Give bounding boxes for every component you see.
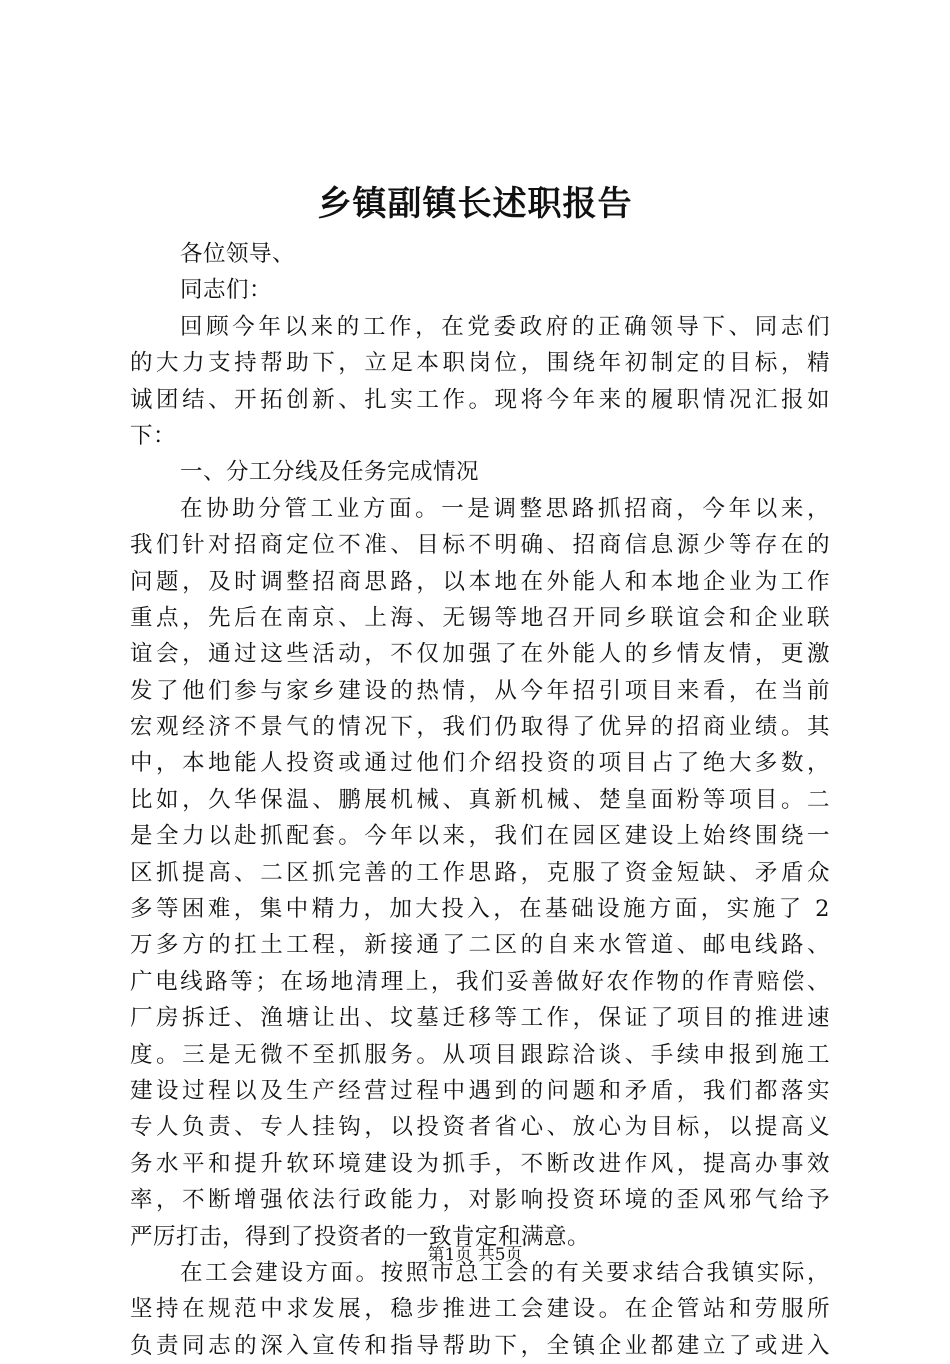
text-line: 务水平和提升软环境建设为抓手，不断改进作风，提高办事效 — [130, 1150, 830, 1177]
text-line: 的大力支持帮助下，立足本职岗位，围绕年初制定的目标，精 — [130, 350, 830, 377]
text-line: 多等困难，集中精力，加大投入，在基础设施方面，实施了 2 — [130, 896, 830, 923]
text-line: 诚团结、开拓创新、扎实工作。现将今年来的履职情况汇报如 — [130, 386, 830, 413]
text-line: 一、分工分线及任务完成情况 — [180, 459, 480, 486]
text-line: 率，不断增强依法行政能力，对影响投资环境的歪风邪气给予 — [130, 1187, 830, 1214]
text-line: 厂房拆迁、渔塘让出、坟墓迁移等工作，保证了项目的推进速 — [130, 1005, 830, 1032]
text-line: 负责同志的深入宣传和指导帮助下，全镇企业都建立了或进入 — [130, 1332, 830, 1359]
text-line: 问题，及时调整招商思路，以本地在外能人和本地企业为工作 — [130, 568, 830, 595]
text-line: 我们针对招商定位不准、目标不明确、招商信息源少等存在的 — [130, 532, 830, 559]
text-line: 发了他们参与家乡建设的热情，从今年招引项目来看，在当前 — [130, 677, 830, 704]
document-title: 乡镇副镇长述职报告 — [317, 184, 633, 224]
text-line: 各位领导、 — [180, 241, 296, 267]
text-line: 严厉打击，得到了投资者的一致肯定和满意。 — [130, 1223, 591, 1250]
text-line: 在协助分管工业方面。一是调整思路抓招商，今年以来， — [180, 495, 830, 522]
text-line: 是全力以赴抓配套。今年以来，我们在园区建设上始终围绕一 — [130, 823, 830, 850]
text-line: 建设过程以及生产经营过程中遇到的问题和矛盾，我们都落实 — [130, 1077, 830, 1104]
page-footer: 第1页 共5页 — [427, 1245, 523, 1265]
text-line: 万多方的扛土工程，新接通了二区的自来水管道、邮电线路、 — [130, 932, 830, 959]
text-line: 在工会建设方面。按照市总工会的有关要求结合我镇实际， — [180, 1259, 830, 1286]
text-line: 宏观经济不景气的情况下，我们仍取得了优异的招商业绩。其 — [130, 714, 830, 741]
text-line: 同志们： — [180, 277, 273, 304]
text-line: 下： — [130, 422, 177, 449]
text-line: 坚持在规范中求发展，稳步推进工会建设。在企管站和劳服所 — [130, 1296, 830, 1323]
text-line: 重点，先后在南京、上海、无锡等地召开同乡联谊会和企业联 — [130, 604, 830, 631]
text-line: 区抓提高、二区抓完善的工作思路，克服了资金短缺、矛盾众 — [130, 859, 830, 886]
text-line: 回顾今年以来的工作，在党委政府的正确领导下、同志们 — [180, 313, 830, 340]
text-line: 度。三是无微不至抓服务。从项目跟踪洽谈、手续申报到施工 — [130, 1041, 830, 1068]
text-line: 广电线路等；在场地清理上，我们妥善做好农作物的作青赔偿、 — [130, 968, 830, 995]
text-line: 比如，久华保温、鹏展机械、真新机械、楚皇面粉等项目。二 — [130, 786, 830, 813]
text-line: 中，本地能人投资或通过他们介绍投资的项目占了绝大多数， — [130, 750, 830, 777]
text-line: 专人负责、专人挂钩，以投资者省心、放心为目标，以提高义 — [130, 1114, 830, 1141]
document-body — [130, 236, 830, 1364]
text-line: 谊会，通过这些活动，不仅加强了在外能人的乡情友情，更激 — [130, 641, 830, 668]
